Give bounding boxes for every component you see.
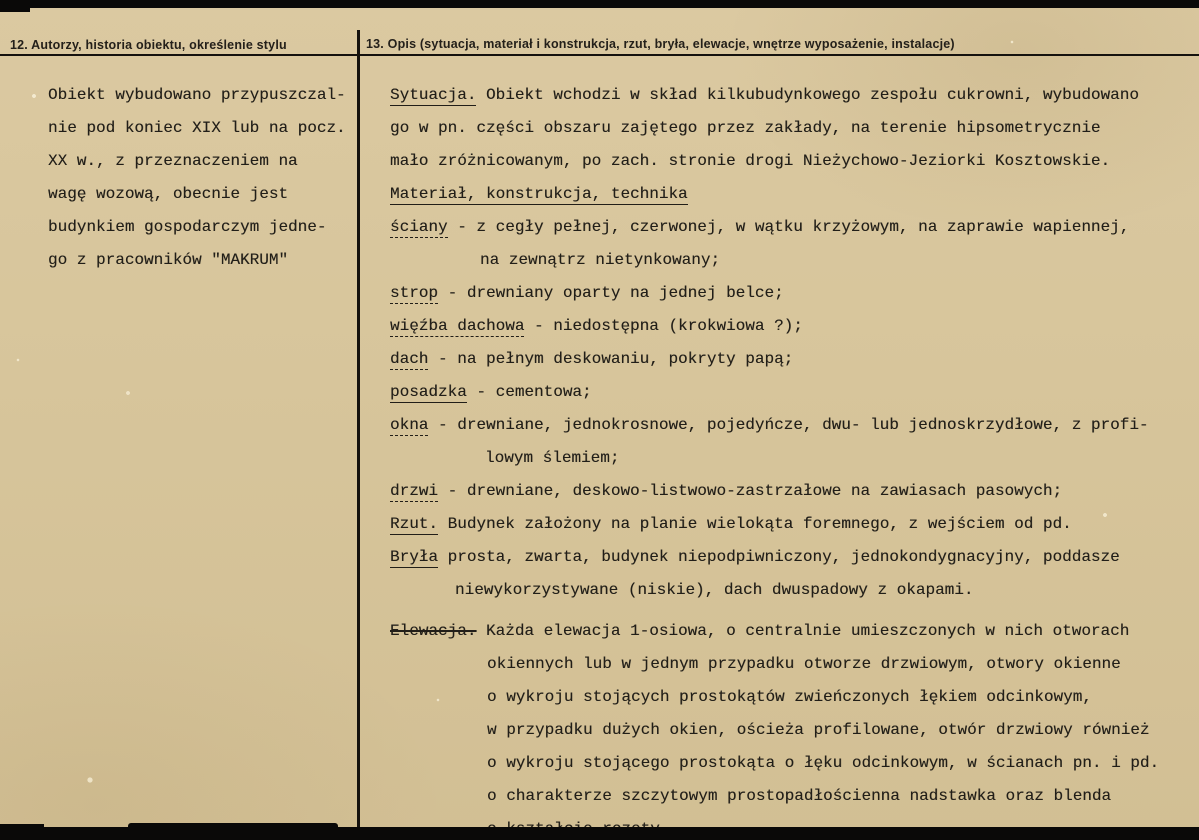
- underlined-term: Sytuacja.: [390, 86, 477, 104]
- text-segment: - niedostępna (krokwiowa ?);: [524, 317, 803, 335]
- underlined-term: ściany: [390, 218, 448, 236]
- text-segment: niewykorzystywane (niskie), dach dwuspadowy z okapami.: [455, 581, 974, 599]
- text-line: [390, 780, 1190, 813]
- text-line: [390, 541, 1190, 574]
- text-segment: - z cegły pełnej, czerwonej, w wątku krzyżowym, na zaprawie wapiennej,: [447, 218, 1130, 236]
- text-line: [390, 145, 1190, 178]
- text-line: nie pod koniec XIX lub na pocz.: [48, 119, 346, 137]
- underlined-term: okna: [390, 416, 429, 434]
- text-segment: o wykroju stojących prostokątów zwieńczonych łękiem odcinkowym,: [487, 688, 1092, 706]
- text-line: XX w., z przeznaczeniem na: [48, 152, 298, 170]
- text-line: budynkiem gospodarczym jedne-: [48, 218, 327, 236]
- underlined-term: więźba dachowa: [390, 317, 525, 335]
- field-12-content: [48, 79, 354, 277]
- text-line: [390, 277, 1190, 310]
- text-line: [390, 409, 1190, 442]
- text-line: [390, 211, 1190, 244]
- text-segment: o charakterze szczytowym prostopadłościenna nadstawka oraz blenda: [487, 787, 1112, 805]
- text-segment: - drewniane, deskowo-listwowo-zastrzałowe na zawiasach pasowych;: [438, 482, 1063, 500]
- field-13-content: [390, 79, 1190, 840]
- text-line: [390, 343, 1190, 376]
- text-line: [390, 615, 1190, 648]
- scan-border-top: [0, 0, 1199, 8]
- text-segment: okiennych lub w jednym przypadku otworze drzwiowym, otwory okienne: [487, 655, 1121, 673]
- text-segment: o wykroju stojącego prostokąta o łęku odcinkowym, w ścianach pn. i pd.: [487, 754, 1160, 772]
- text-segment: Obiekt wchodzi w skład kilkubudynkowego zespołu cukrowni, wybudowano: [476, 86, 1139, 104]
- text-line: [390, 310, 1190, 343]
- underlined-term: Elewacja.: [390, 622, 477, 640]
- text-line: [390, 244, 1190, 277]
- text-segment: lowym ślemiem;: [485, 449, 620, 467]
- underlined-term: posadzka: [390, 383, 467, 401]
- text-segment: - cementowa;: [466, 383, 592, 401]
- text-line: wagę wozową, obecnie jest: [48, 185, 289, 203]
- text-segment: - drewniany oparty na jednej belce;: [438, 284, 784, 302]
- text-line: Obiekt wybudowano przypuszczal-: [48, 86, 346, 104]
- text-line: [390, 178, 1190, 211]
- header-divider-line: [0, 54, 1199, 56]
- underlined-term: Bryła: [390, 548, 439, 566]
- text-line: [390, 681, 1190, 714]
- text-segment: Każda elewacja 1-osiowa, o centralnie umieszczonych w nich otworach: [476, 622, 1130, 640]
- text-line: [390, 714, 1190, 747]
- underlined-term: Materiał, konstrukcja, technika: [390, 185, 688, 203]
- text-segment: - na pełnym deskowaniu, pokryty papą;: [428, 350, 794, 368]
- text-segment: mało zróżnicowanym, po zach. stronie drogi Nieżychowo-Jeziorki Kosztowskie.: [390, 152, 1111, 170]
- scan-artifact: [0, 0, 30, 12]
- text-line: [390, 442, 1190, 475]
- underlined-term: dach: [390, 350, 429, 368]
- field-13-header: 13. Opis (sytuacja, materiał i konstrukcja, rzut, bryła, elewacje, wnętrze wyposażenie, instalacje): [366, 37, 955, 51]
- text-line: [390, 79, 1190, 112]
- scan-border-bottom: [0, 827, 1199, 840]
- text-line: [390, 648, 1190, 681]
- text-segment: na zewnątrz nietynkowany;: [480, 251, 721, 269]
- column-divider-line: [357, 30, 360, 828]
- text-line: [390, 475, 1190, 508]
- underlined-term: drzwi: [390, 482, 439, 500]
- underlined-term: strop: [390, 284, 439, 302]
- text-segment: w przypadku dużych okien, ościeża profilowane, otwór drzwiowy również: [487, 721, 1150, 739]
- text-line: [390, 508, 1190, 541]
- text-line: [390, 747, 1190, 780]
- field-12-header: 12. Autorzy, historia obiektu, określenie stylu: [10, 38, 287, 52]
- text-segment: - drewniane, jednokrosnowe, pojedyńcze, dwu- lub jednoskrzydłowe, z profi-: [428, 416, 1149, 434]
- text-segment: prosta, zwarta, budynek niepodpiwniczony, jednokondygnacyjny, poddasze: [438, 548, 1120, 566]
- text-segment: go w pn. części obszaru zajętego przez zakłady, na terenie hipsometrycznie: [390, 119, 1101, 137]
- text-line: [390, 376, 1190, 409]
- underlined-term: Rzut.: [390, 515, 439, 533]
- text-line: [390, 574, 1190, 607]
- text-line: go z pracowników "MAKRUM": [48, 251, 289, 269]
- text-line: [390, 112, 1190, 145]
- text-segment: Budynek założony na planie wielokąta foremnego, z wejściem od pd.: [438, 515, 1072, 533]
